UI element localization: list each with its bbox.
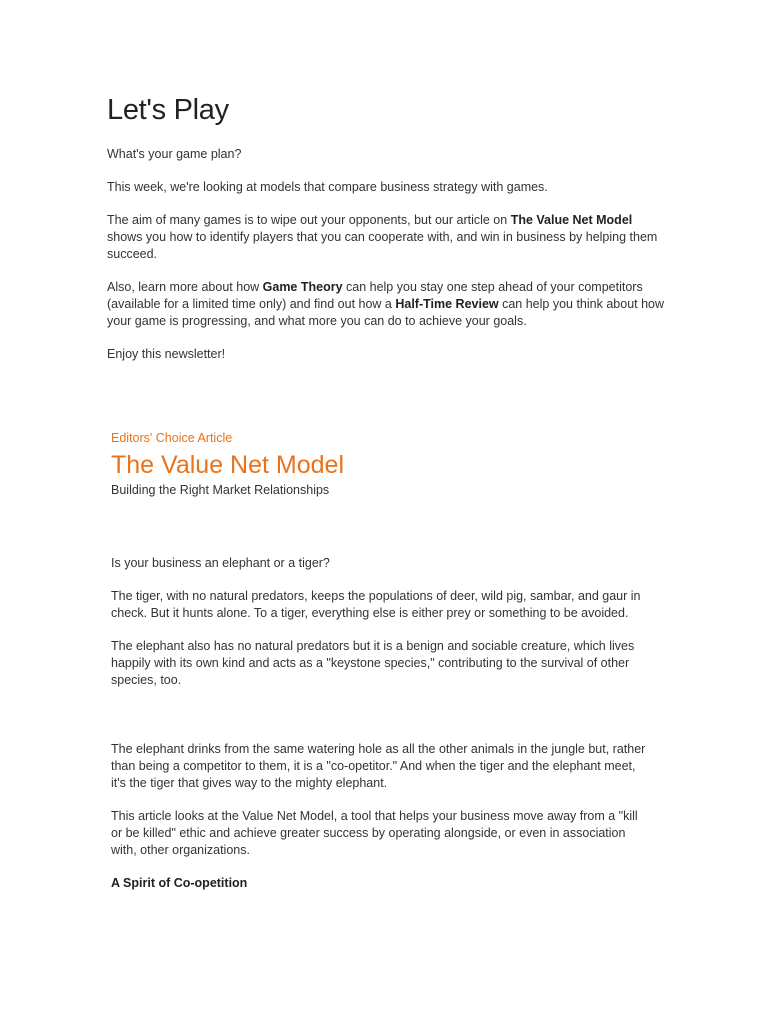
page-title: Let's Play (107, 94, 229, 126)
intro-p2-text-after: shows you how to identify players that you can cooperate with, and win in business by helping them succeed. (107, 230, 658, 261)
intro-paragraph-1: This week, we're looking at models that compare business strategy with games. (107, 180, 548, 194)
article-section (111, 430, 651, 892)
article-paragraph-3: The elephant also has no natural predators but it is a benign and sociable creature, which lives happily with its own kind and acts as a "keystone species," contributing to the survival of other species, too. (111, 639, 635, 687)
article-eyebrow: Editors' Choice Article (111, 431, 233, 445)
article-paragraph-2: The tiger, with no natural predators, keeps the populations of deer, wild pig, sambar, and gaur in check. But it hunts alone. To a tiger, everything else is either prey or something to be avoided. (111, 589, 641, 620)
intro-p3-text-after: can help you think about how your game is progressing, and what more you can do to achieve your goals. (107, 297, 665, 328)
article-paragraph-1: Is your business an elephant or a tiger? (111, 556, 330, 570)
intro-p3-text-middle: can help you stay one step ahead of your competitors (available for a limited time only) and find out how a (107, 280, 643, 311)
half-time-review-link[interactable]: Half-Time Review (395, 297, 499, 311)
article-subtitle: Building the Right Market Relationships (111, 483, 330, 497)
value-net-model-link[interactable]: The Value Net Model (510, 213, 633, 227)
article-title[interactable]: The Value Net Model (111, 451, 344, 479)
intro-question: What's your game plan? (107, 147, 242, 161)
article-paragraph-4: The elephant drinks from the same watering hole as all the other animals in the jungle but, rather than being a competitor to them, it is a "co-opetitor." And when the tiger and the elephant meet, it's the tiger that gives way to the mighty elephant. (111, 742, 646, 790)
game-theory-link[interactable]: Game Theory (262, 280, 343, 294)
section-heading: A Spirit of Co-opetition (111, 876, 248, 890)
intro-paragraph-3 (107, 279, 667, 330)
intro-section (107, 92, 667, 379)
article-paragraph-5: This article looks at the Value Net Model, a tool that helps your business move away from a "kill or be killed" ethic and achieve greater success by operating alongside, or even in association with, other organizations. (111, 809, 638, 857)
intro-p2-text-before: The aim of many games is to wipe out your opponents, but our article on (107, 213, 511, 227)
intro-p3-text-before: Also, learn more about how (107, 280, 263, 294)
intro-paragraph-4: Enjoy this newsletter! (107, 347, 226, 361)
spacer (111, 705, 651, 741)
intro-paragraph-2 (107, 212, 667, 263)
